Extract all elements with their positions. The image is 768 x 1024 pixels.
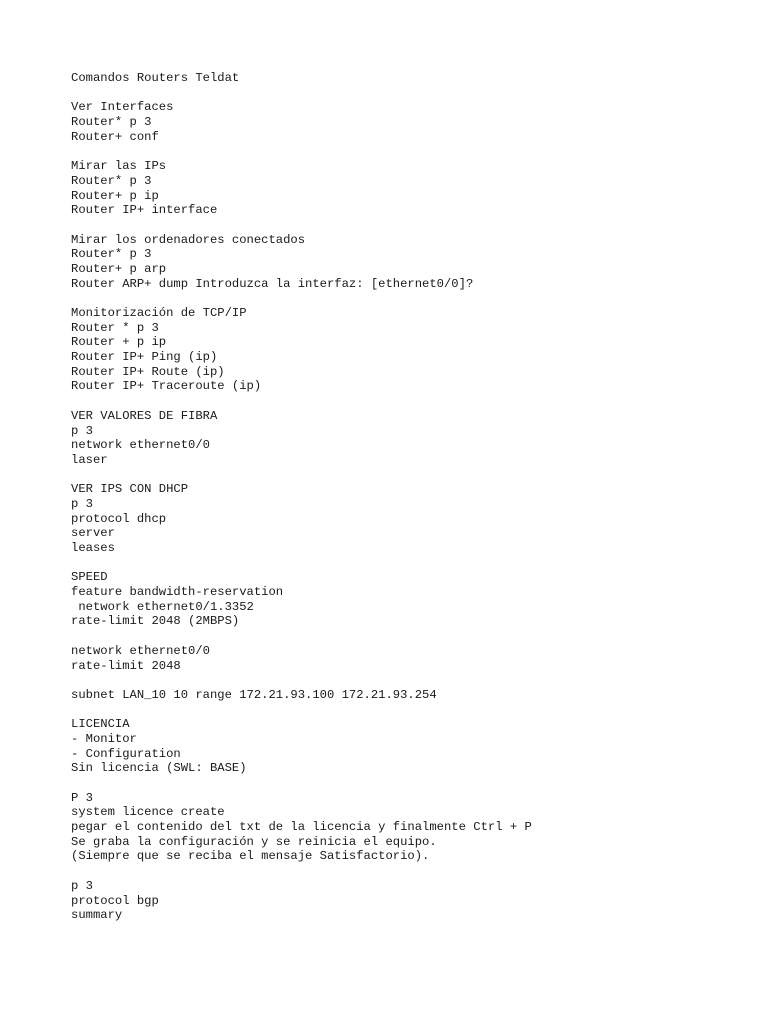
blank-line — [71, 673, 751, 688]
command-line: Router + p ip — [71, 335, 167, 350]
command-line: rate-limit 2048 (2MBPS) — [71, 614, 240, 629]
section-heading: VER VALORES DE FIBRA — [71, 408, 218, 423]
blank-line — [71, 144, 751, 159]
command-line: - Monitor — [71, 731, 137, 746]
command-line: Router* p 3 — [71, 247, 152, 262]
command-line: feature bandwidth-reservation — [71, 585, 284, 600]
command-line: leases — [71, 541, 115, 555]
command-line: rate-limit 2048 — [71, 658, 181, 673]
command-line: Router+ conf — [71, 129, 159, 144]
command-line: server — [71, 526, 115, 541]
command-line: protocol bgp — [71, 893, 159, 908]
command-line: network ethernet0/0 — [71, 438, 210, 453]
command-line: Router IP+ Route (ip) — [71, 364, 225, 379]
blank-line — [71, 394, 751, 409]
command-line: Sin licencia (SWL: BASE) — [71, 761, 247, 776]
section-heading: Mirar las IPs — [71, 159, 167, 174]
document-title: Comandos Routers Teldat — [71, 71, 240, 85]
blank-line — [71, 468, 751, 483]
command-line: Router IP+ Ping (ip) — [71, 350, 218, 365]
command-line: Router+ p ip — [71, 188, 159, 203]
blank-line — [71, 629, 751, 644]
command-line: network ethernet0/1.3352 — [71, 599, 254, 614]
blank-line — [71, 86, 751, 101]
command-line: Router IP+ interface — [71, 203, 218, 218]
blank-line — [71, 776, 751, 791]
command-line: laser — [71, 452, 108, 467]
command-line: Router * p 3 — [71, 320, 159, 335]
blank-line — [71, 703, 751, 718]
blank-line — [71, 218, 751, 233]
section-heading: network ethernet0/0 — [71, 643, 210, 658]
command-line: p 3 — [71, 423, 93, 438]
command-line: pegar el contenido del txt de la licencia y finalmente Ctrl + P — [71, 820, 532, 835]
command-line: Se graba la configuración y se reinicia el equipo. — [71, 834, 437, 849]
command-line: Router* p 3 — [71, 173, 152, 188]
blank-line — [71, 291, 751, 306]
command-line: protocol dhcp — [71, 511, 167, 526]
document-page — [71, 71, 751, 923]
command-line: p 3 — [71, 496, 93, 511]
section-heading: P 3 — [71, 790, 93, 805]
section-heading: Monitorización de TCP/IP — [71, 306, 247, 320]
section-heading: VER IPS CON DHCP — [71, 482, 189, 497]
command-line: Router IP+ Traceroute (ip) — [71, 379, 262, 394]
blank-line — [71, 556, 751, 571]
blank-line — [71, 864, 751, 879]
command-line: summary — [71, 908, 123, 923]
command-line: (Siempre que se reciba el mensaje Satisfactorio). — [71, 849, 430, 864]
section-heading: LICENCIA — [71, 717, 130, 732]
section-heading: Ver Interfaces — [71, 100, 174, 115]
section-heading: SPEED — [71, 570, 108, 585]
section-heading: Mirar los ordenadores conectados — [71, 232, 306, 247]
section-heading: p 3 — [71, 878, 93, 893]
command-line: system licence create — [71, 805, 225, 820]
section-heading: subnet LAN_10 10 range 172.21.93.100 172.21.93.254 — [71, 687, 437, 702]
command-line: Router* p 3 — [71, 115, 152, 130]
command-line: Router ARP+ dump Introduzca la interfaz: [ethernet0/0]? — [71, 276, 474, 291]
command-line: - Configuration — [71, 746, 181, 761]
command-line: Router+ p arp — [71, 261, 167, 276]
